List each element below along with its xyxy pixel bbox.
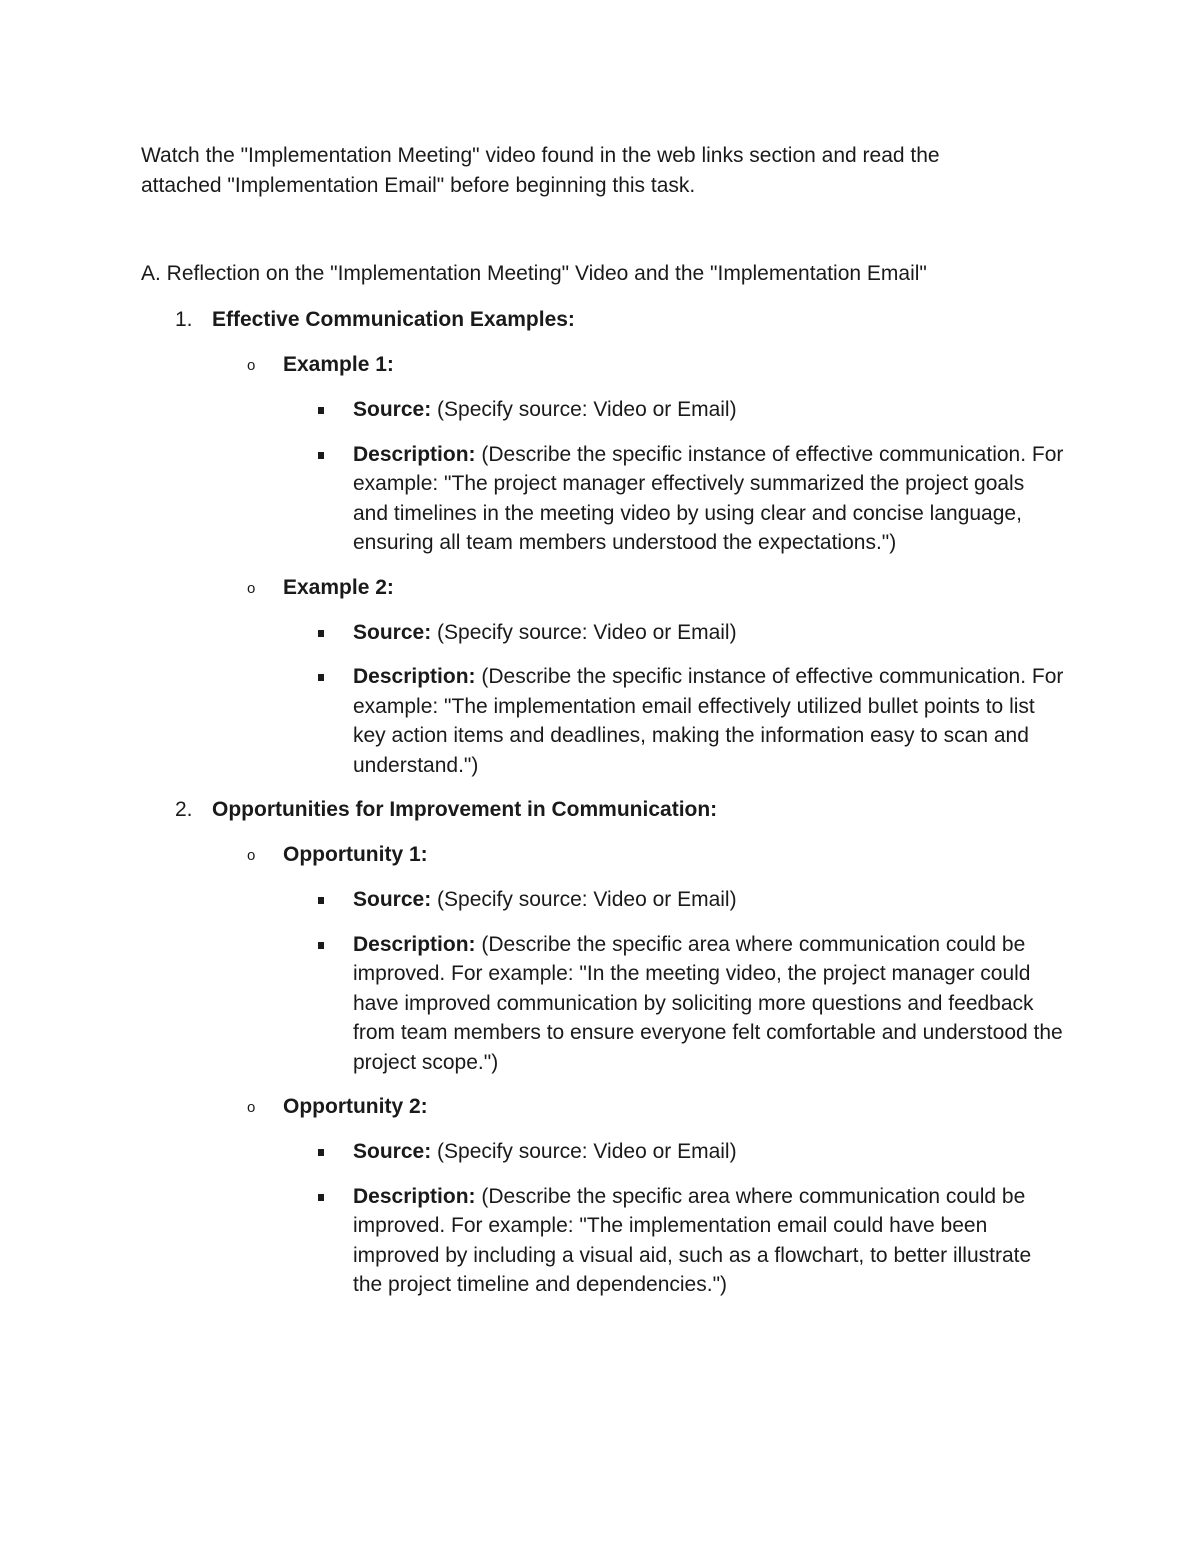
square-bullet-icon — [318, 1149, 324, 1156]
description-line — [0, 662, 1065, 780]
sub-item-title: Example 1: — [283, 353, 394, 376]
sub-item-header — [0, 1092, 1200, 1122]
source-line — [0, 618, 1065, 648]
item-number: 1. — [175, 308, 193, 331]
circle-bullet-icon: o — [247, 847, 256, 864]
intro-line-2: attached "Implementation Email" before beginning this task. — [141, 173, 696, 197]
sub-item-title: Opportunity 1: — [283, 843, 428, 866]
sub-item-example-1 — [0, 350, 1200, 558]
item-title: Effective Communication Examples: — [212, 308, 575, 331]
source-text: (Specify source: Video or Email) — [431, 1140, 737, 1163]
square-bullet-icon — [318, 407, 324, 414]
outline-item-2 — [0, 795, 1200, 1300]
description-text: (Describe the specific area where communication could be improved. For example: "In the meeting video, the project manager could have improved communication by soliciting more questions and feedback from team members to ensure everyone felt comfortable and understood the project scope.") — [353, 932, 1063, 1074]
source-text: (Specify source: Video or Email) — [431, 888, 737, 911]
description-line — [0, 1182, 1065, 1300]
outline-item-1 — [0, 305, 1200, 780]
intro-line-1: Watch the "Implementation Meeting" video found in the web links section and read the — [141, 144, 940, 167]
source-label: Source: — [353, 620, 432, 644]
description-text: (Describe the specific instance of effective communication. For example: "The project manager effectively summarized the project goals and timelines in the meeting video by using clear and concise language, ensuring all team members understood the expectations.") — [353, 442, 1064, 554]
source-label: Source: — [353, 398, 432, 421]
sub-item-title: Opportunity 2: — [283, 1095, 428, 1118]
sub-item-example-2 — [0, 573, 1200, 781]
sub-item-header — [0, 573, 1200, 603]
source-text: (Specify source: Video or Email) — [431, 398, 737, 421]
square-bullet-icon — [318, 452, 324, 459]
source-line — [0, 1137, 1065, 1167]
item-number: 2. — [175, 798, 193, 821]
sub-item-title: Example 2: — [283, 575, 394, 599]
sub-item-header — [0, 350, 1200, 380]
square-bullet-icon — [318, 1194, 324, 1201]
source-text: (Specify source: Video or Email) — [431, 620, 737, 644]
sub-item-header — [0, 840, 1200, 870]
description-label: Description: — [353, 1184, 476, 1208]
circle-bullet-icon: o — [247, 1099, 256, 1116]
intro-paragraph — [141, 141, 1061, 200]
circle-bullet-icon: o — [247, 357, 256, 374]
outline-item-1-header — [0, 305, 1200, 335]
source-label: Source: — [353, 888, 432, 911]
outline-list — [0, 305, 1200, 1315]
square-bullet-icon — [318, 942, 324, 949]
description-label: Description: — [353, 665, 476, 688]
description-label: Description: — [353, 442, 476, 466]
description-line — [0, 930, 1065, 1078]
circle-bullet-icon: o — [247, 579, 256, 597]
source-line — [0, 885, 1065, 915]
square-bullet-icon — [318, 674, 324, 681]
description-line — [0, 440, 1065, 558]
section-heading: A. Reflection on the "Implementation Meeting" Video and the "Implementation Email" — [141, 262, 927, 285]
source-label: Source: — [353, 1140, 432, 1163]
description-text: (Describe the specific instance of effective communication. For example: "The implementation email effectively utilized bullet points to list key action items and deadlines, making the information easy to scan and understand.") — [353, 665, 1064, 777]
square-bullet-icon — [318, 897, 324, 904]
item-title: Opportunities for Improvement in Communication: — [212, 798, 718, 821]
sub-item-opportunity-1 — [0, 840, 1200, 1077]
description-text: (Describe the specific area where communication could be improved. For example: "The implementation email could have been improved by including a visual aid, such as a flowchart, to better illustrate the project timeline and dependencies.") — [353, 1184, 1032, 1296]
square-bullet-icon — [318, 630, 324, 637]
description-label: Description: — [353, 932, 476, 956]
outline-item-2-header — [0, 795, 1200, 825]
sub-item-opportunity-2 — [0, 1092, 1200, 1300]
source-line — [0, 395, 1065, 425]
